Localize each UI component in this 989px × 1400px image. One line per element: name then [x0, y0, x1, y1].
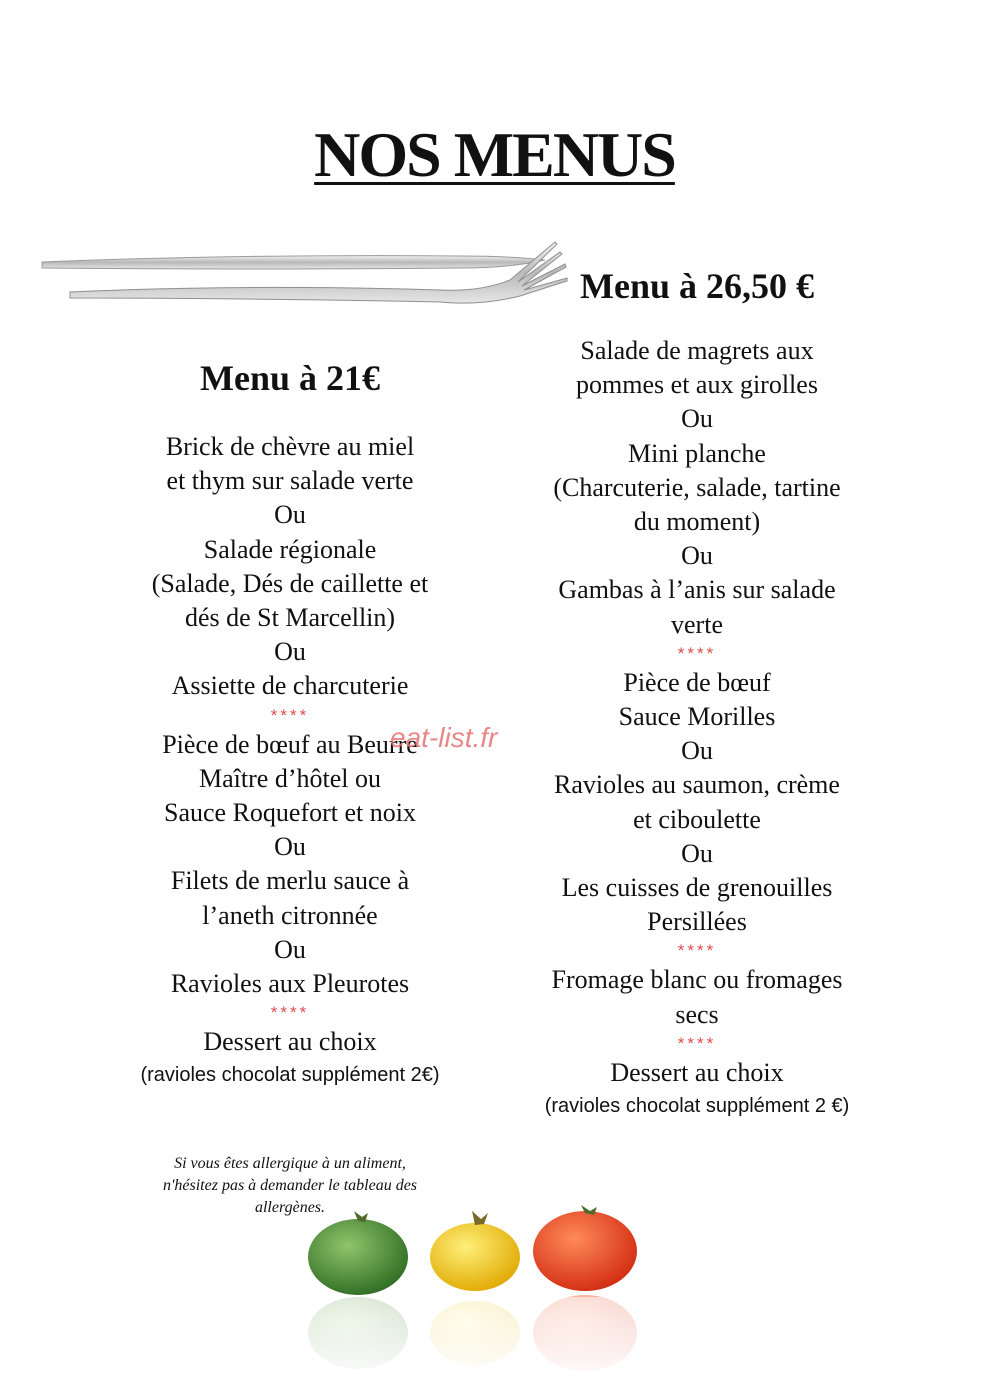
- menu-item: Gambas à l’anis sur salade: [558, 575, 836, 605]
- menu-item: Brick de chèvre au miel: [165, 432, 415, 461]
- menu-item: l’aneth citronnée: [202, 900, 378, 930]
- menu-item: Ravioles au saumon, crème: [554, 770, 840, 800]
- menu-item: Assiette de charcuterie: [171, 671, 409, 701]
- menu-item: verte: [671, 609, 723, 639]
- course-separator: ****: [677, 941, 717, 961]
- knife-and-fork-icon: [40, 232, 570, 332]
- allergy-note-line: Si vous êtes allergique à un aliment,: [174, 1155, 406, 1172]
- course-separator: ****: [270, 1003, 310, 1023]
- dessert-supplement-note: (ravioles chocolat supplément 2 €): [544, 1095, 850, 1118]
- menu-item: Sauce Roquefort et noix: [164, 798, 416, 828]
- menu-or: Ou: [681, 541, 713, 571]
- menu-item: et thym sur salade verte: [166, 466, 414, 496]
- menu-21-title: Menu à 21€: [200, 358, 380, 398]
- tomatoes-illustration: [300, 1205, 660, 1385]
- menu-item: Maître d’hôtel ou: [199, 763, 381, 793]
- menu-item: Sauce Morilles: [618, 702, 776, 732]
- allergy-note-line: n'hésitez pas à demander le tableau des: [162, 1177, 418, 1194]
- menu-item: Fromage blanc ou fromages: [551, 965, 843, 995]
- menu-or: Ou: [681, 838, 713, 868]
- watermark: eat-list.fr: [390, 722, 498, 753]
- course-separator: ****: [270, 705, 310, 725]
- allergy-note-line: allergènes.: [254, 1199, 326, 1216]
- menu-item: Dessert au choix: [610, 1057, 784, 1087]
- course-separator: ****: [677, 643, 717, 663]
- menu-or: Ou: [274, 934, 306, 964]
- menu-item: Salade de magrets aux: [580, 336, 814, 365]
- course-separator: ****: [677, 1033, 717, 1053]
- menu-26-title: Menu à 26,50 €: [580, 266, 814, 306]
- menu-item: Les cuisses de grenouilles: [561, 873, 833, 903]
- menu-or: Ou: [274, 637, 306, 667]
- menu-item: du moment): [633, 507, 761, 537]
- menu-or: Ou: [274, 500, 306, 530]
- menu-item: Dessert au choix: [203, 1027, 377, 1057]
- menu-item: dés de St Marcellin): [184, 603, 396, 633]
- menu-item: secs: [675, 999, 719, 1029]
- dessert-supplement-note: (ravioles chocolat supplément 2€): [140, 1064, 440, 1087]
- menu-item: et ciboulette: [633, 804, 761, 834]
- menu-item: Pièce de bœuf: [623, 667, 771, 697]
- menu-or: Ou: [681, 404, 713, 434]
- menu-26-section: [497, 262, 897, 1122]
- menu-item: Filets de merlu sauce à: [170, 866, 410, 896]
- menu-or: Ou: [681, 736, 713, 766]
- menu-item: (Salade, Dés de caillette et: [151, 568, 429, 598]
- menu-item: Persillées: [647, 907, 747, 937]
- menu-item: Pièce de bœuf au Beurre: [162, 729, 418, 759]
- menu-item: (Charcuterie, salade, tartine: [553, 472, 841, 502]
- page-title: NOS MENUS: [314, 119, 675, 190]
- menu-or: Ou: [274, 832, 306, 862]
- menu-item: Ravioles aux Pleurotes: [170, 969, 410, 999]
- menu-item: Salade régionale: [203, 534, 377, 564]
- menu-item: pommes et aux girolles: [576, 370, 818, 400]
- menu-item: Mini planche: [628, 438, 766, 468]
